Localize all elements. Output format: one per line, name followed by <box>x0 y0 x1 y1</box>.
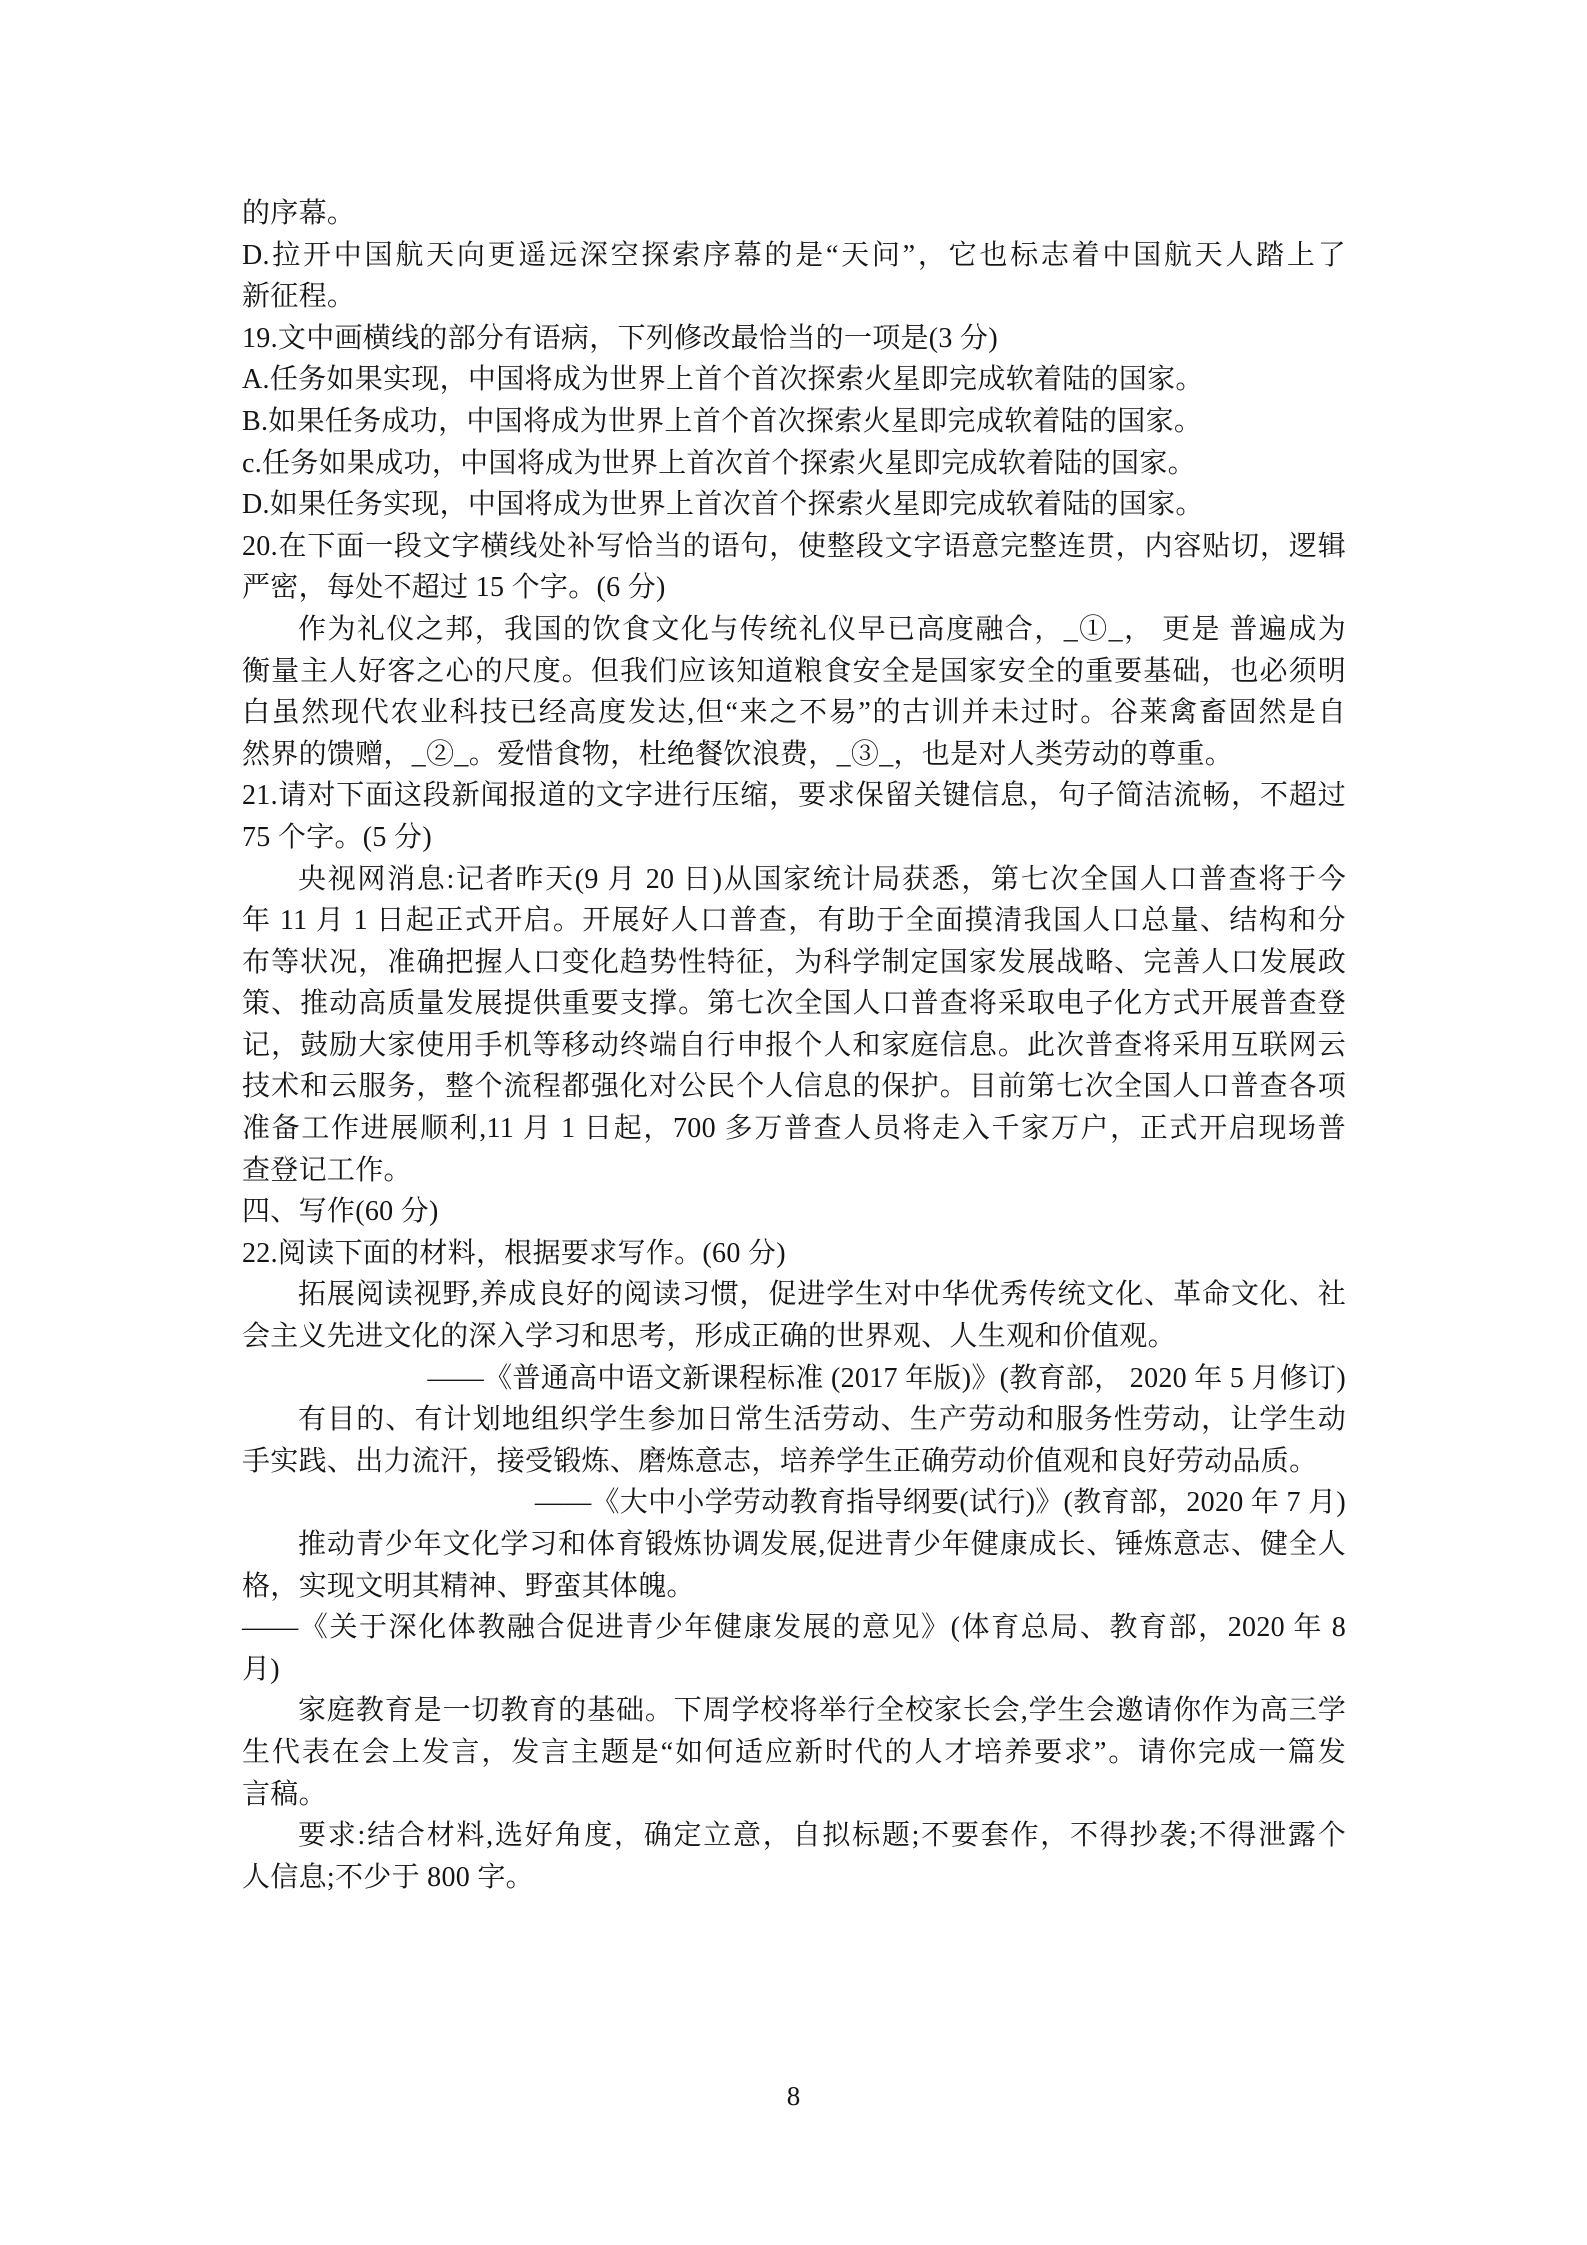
text-line: 19.文中画横线的部分有语病，下列修改最恰当的一项是(3 分) <box>242 322 998 354</box>
text-line: 生代表在会上发言，发言主题是“如何适应新时代的人才培养要求”。请你完成一篇发 <box>242 1736 1346 1768</box>
text-line: 家庭教育是一切教育的基础。下周学校将举行全校家长会,学生会邀请你作为高三学 <box>298 1695 1346 1727</box>
text-line: ——《关于深化体教融合促进青少年健康发展的意见》(体育总局、教育部，2020 年 8 <box>242 1612 1346 1644</box>
text-line: 策、推动高质量发展提供重要支撑。第七次全国人口普查将采取电子化方式开展普查登 <box>242 988 1346 1020</box>
text-line: 准备工作进展顺利,11 月 1 日起，700 多万普查人员将走入千家万户，正式开启现场普 <box>242 1113 1346 1145</box>
text-line: 会主义先进文化的深入学习和思考，形成正确的世界观、人生观和价值观。 <box>242 1321 1176 1353</box>
text-line: ——《普通高中语文新课程标准 (2017 年版)》(教育部， 2020 年 5 月修订) <box>427 1362 1346 1394</box>
text-line: 月) <box>242 1653 280 1685</box>
text-line: 然界的馈赠，_②_。爱惜食物，杜绝餐饮浪费，_③_，也是对人类劳动的尊重。 <box>242 738 1234 770</box>
text-line: 新征程。 <box>242 281 356 313</box>
text-line: 作为礼仪之邦，我国的饮食文化与传统礼仪早已高度融合，_①_， 更是 普遍成为 <box>298 613 1346 645</box>
text-line: 22.阅读下面的材料，根据要求写作。(60 分) <box>242 1237 786 1269</box>
text-line: 21.请对下面这段新闻报道的文字进行压缩，要求保留关键信息，句子简洁流畅，不超过 <box>242 780 1346 812</box>
text-line: 严密，每处不超过 15 个字。(6 分) <box>242 572 666 604</box>
text-line: 白虽然现代农业科技已经高度发达,但“来之不易”的古训并未过时。谷莱禽畜固然是自 <box>242 697 1346 729</box>
text-line: A.任务如果实现，中国将成为世界上首个首次探索火星即完成软着陆的国家。 <box>242 364 1204 396</box>
text-line: 技术和云服务，整个流程都强化对公民个人信息的保护。目前第七次全国人口普查各项 <box>242 1071 1346 1103</box>
text-line: 言稿。 <box>242 1778 327 1810</box>
text-line: c.任务如果成功，中国将成为世界上首次首个探索火星即完成软着陆的国家。 <box>242 447 1196 479</box>
text-line: 20.在下面一段文字横线处补写恰当的语句，使整段文字语意完整连贯，内容贴切，逻辑 <box>242 530 1346 562</box>
text-line: 手实践、出力流汗，接受锻炼、磨炼意志，培养学生正确劳动价值观和良好劳动品质。 <box>242 1445 1318 1477</box>
text-line: 年 11 月 1 日起正式开启。开展好人口普查，有助于全面摸清我国人口总量、结构和分 <box>242 905 1346 937</box>
text-line: D.拉开中国航天向更遥远深空探索序幕的是“天问”，它也标志着中国航天人踏上了 <box>242 239 1346 271</box>
text-line: 的序幕。 <box>242 198 356 229</box>
text-line: 拓展阅读视野,养成良好的阅读习惯，促进学生对中华优秀传统文化、革命文化、社 <box>298 1279 1346 1311</box>
text-line: 格，实现文明其精神、野蛮其体魄。 <box>242 1570 695 1602</box>
text-line: 央视网消息:记者昨天(9 月 20 日)从国家统计局获悉，第七次全国人口普查将于今 <box>298 863 1346 895</box>
text-line: 记，鼓励大家使用手机等移动终端自行申报个人和家庭信息。此次普查将采用互联网云 <box>242 1029 1346 1061</box>
text-line: 有目的、有计划地组织学生参加日常生活劳动、生产劳动和服务性劳动，让学生动 <box>298 1404 1346 1436</box>
page-number: 8 <box>786 2081 801 2111</box>
text-line: 推动青少年文化学习和体育锻炼协调发展,促进青少年健康成长、锤炼意志、健全人 <box>298 1529 1346 1560</box>
text-line: ——《大中小学劳动教育指导纲要(试行)》(教育部，2020 年 7 月) <box>534 1487 1346 1519</box>
text-line: 查登记工作。 <box>242 1154 412 1186</box>
text-line: 布等状况，准确把握人口变化趋势性特征，为科学制定国家发展战略、完善人口发展政 <box>242 946 1346 978</box>
text-line: 75 个字。(5 分) <box>242 821 432 853</box>
text-line: 衡量主人好客之心的尺度。但我们应该知道粮食安全是国家安全的重要基础，也必须明 <box>242 655 1346 687</box>
text-line: D.如果任务实现，中国将成为世界上首次首个探索火星即完成软着陆的国家。 <box>242 489 1204 521</box>
text-line: B.如果任务成功，中国将成为世界上首个首次探索火星即完成软着陆的国家。 <box>242 405 1203 437</box>
text-line: 人信息;不少于 800 字。 <box>242 1861 534 1893</box>
text-line: 四、写作(60 分) <box>242 1196 439 1228</box>
document-body-text <box>242 193 1346 1898</box>
text-line: 要求:结合材料,选好角度，确定立意，自拟标题;不要套作，不得抄袭;不得泄露个 <box>298 1820 1346 1852</box>
